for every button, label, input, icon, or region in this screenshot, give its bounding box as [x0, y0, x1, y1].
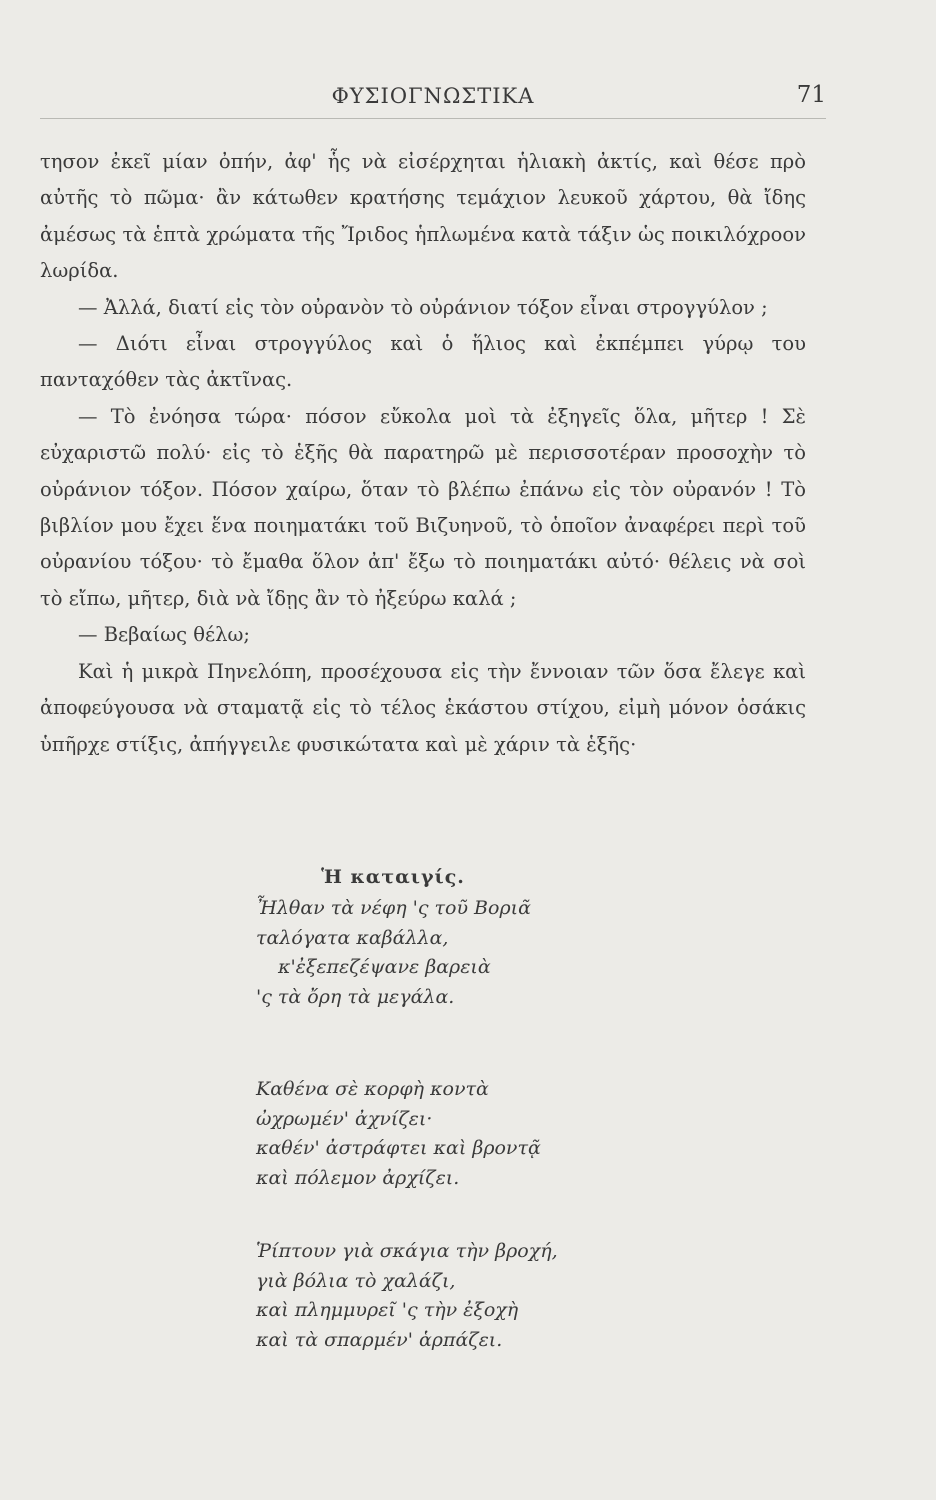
- header-rule: [40, 118, 826, 119]
- poem-stanza: [256, 1237, 558, 1355]
- body-text: [40, 144, 806, 763]
- paragraph: Καὶ ἡ μικρὰ Πηνελόπη, προσέχουσα εἰς τὴν ἔννοιαν τῶν ὅσα ἔλεγε καὶ ἀποφεύγουσα νὰ σταματᾷ εἰς τὸ τέλος ἑκάστου στίχου, εἰμὴ μόνον ὁσάκις ὑπῆρχε στίξις, ἀπήγγειλε φυσικώτατα καὶ μὲ χάριν τὰ ἑξῆς·: [40, 659, 806, 756]
- paragraph: — Ἀλλά, διατί εἰς τὸν οὐρανὸν τὸ οὐράνιον τόξον εἶναι στρογγύλον ;: [78, 295, 768, 319]
- paragraph: — Τὸ ἐνόησα τώρα· πόσον εὔκολα μοὶ τὰ ἐξηγεῖς ὅλα, μῆτερ ! Σὲ εὐχαριστῶ πολύ· εἰς τὸ ἑξῆς θὰ παρατηρῶ μὲ περισσοτέραν προσοχὴν τὸ οὐράνιον τόξον. Πόσον χαίρω, ὅταν τὸ βλέπω ἐπάνω εἰς τὸν οὐρανόν ! Τὸ βιβλίον μου ἔχει ἕνα ποιηματάκι τοῦ Βιζυηνοῦ, τὸ ὁποῖον ἀναφέρει περὶ τοῦ οὐρανίου τόξου· τὸ ἔμαθα ὅλον ἀπ' ἔξω τὸ ποιηματάκι αὐτό· θέλεις νὰ σοὶ τὸ εἴπω, μῆτερ, διὰ νὰ ἴδῃς ἂν τὸ ἠξεύρω καλά ;: [40, 404, 806, 610]
- running-head-title: ΦΥΣΙΟΓΝΩΣΤΙΚΑ: [331, 84, 535, 108]
- poem-line: καὶ πόλεμον ἀρχίζει.: [256, 1166, 460, 1189]
- poem-line: γιὰ βόλια τὸ χαλάζι,: [256, 1269, 456, 1292]
- poem-line: καὶ πλημμυρεῖ 'ς τὴν ἐξοχὴ: [256, 1299, 519, 1321]
- poem-line: καθέν' ἀστράφτει καὶ βροντᾷ: [256, 1137, 541, 1159]
- running-head: [40, 78, 826, 114]
- poem-line: 'ς τὰ ὄρη τὰ μεγάλα.: [256, 985, 455, 1008]
- poem-title: Ἡ καταιγίς.: [321, 866, 465, 888]
- poem-line: καὶ τὰ σπαρμέν' ἁρπάζει.: [256, 1328, 503, 1351]
- page-number: 71: [796, 82, 826, 108]
- paragraph: — Διότι εἶναι στρογγύλος καὶ ὁ ἥλιος καὶ ἐκπέμπει γύρῳ του πανταχόθεν τὰς ἀκτῖνας.: [40, 332, 806, 392]
- poem-line: Ῥίπτουν γιὰ σκάγια τὴν βροχή,: [256, 1240, 558, 1262]
- poem-line: κ'ἐξεπεζέψανε βαρειὰ: [278, 956, 491, 978]
- poem-stanza: [256, 894, 531, 1012]
- paragraph: — Βεβαίως θέλω;: [78, 623, 250, 647]
- poem-line: Καθένα σὲ κορφὴ κοντὰ: [256, 1078, 489, 1100]
- poem-line: ὠχρωμέν' ἀχνίζει·: [256, 1107, 433, 1130]
- poem-line: ταλόγατα καβάλλα,: [256, 926, 449, 949]
- paragraph: τησον ἐκεῖ μίαν ὀπήν, ἀφ' ἧς νὰ εἰσέρχηται ἡλιακὴ ἀκτίς, καὶ θέσε πρὸ αὐτῆς τὸ πῶμα· ἂν κάτωθεν κρατήσης τεμάχιον λευκοῦ χάρτου, θὰ ἴδης ἀμέσως τὰ ἑπτὰ χρώματα τῆς Ἴριδος ἡπλωμένα κατὰ τάξιν ὡς ποικιλόχροον λωρίδα.: [40, 150, 806, 283]
- poem-stanza: [256, 1075, 541, 1193]
- poem-line: Ἦλθαν τὰ νέφη 'ς τοῦ Βοριᾶ: [256, 897, 531, 919]
